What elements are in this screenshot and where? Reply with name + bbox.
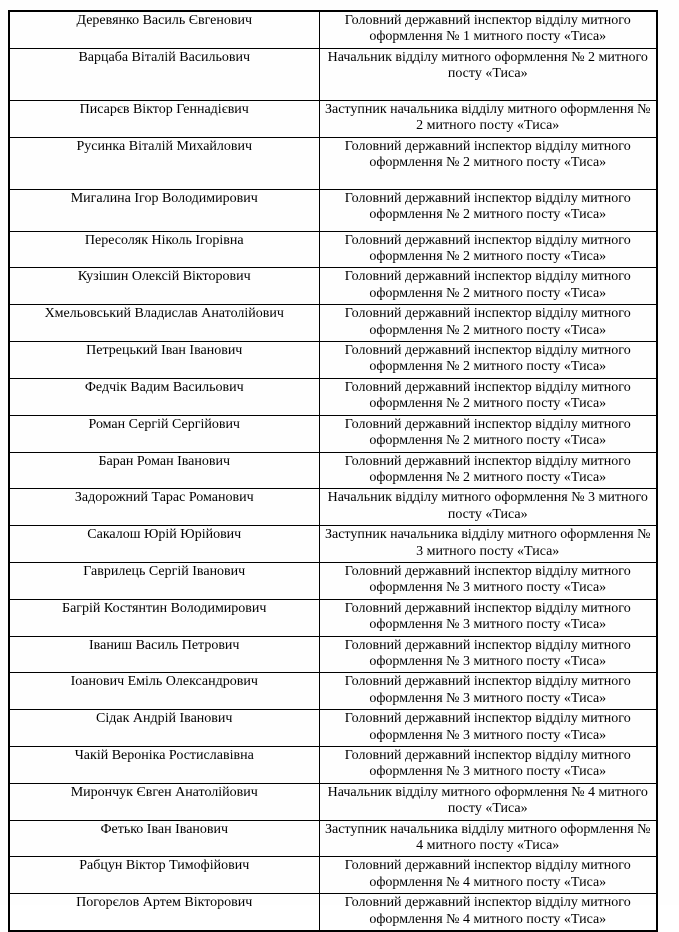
name-cell: Іоанович Еміль Олександрович — [9, 673, 319, 710]
name-cell: Писарєв Віктор Геннадієвич — [9, 100, 319, 137]
position-cell: Головний державний інспектор відділу митного оформлення № 3 митного посту «Тиса» — [319, 562, 657, 599]
table-row — [9, 342, 657, 379]
position-cell: Головний державний інспектор відділу митного оформлення № 2 митного посту «Тиса» — [319, 415, 657, 452]
name-cell: Хмельовський Владислав Анатолійович — [9, 305, 319, 342]
position-cell: Головний державний інспектор відділу митного оформлення № 2 митного посту «Тиса» — [319, 378, 657, 415]
position-cell: Головний державний інспектор відділу митного оформлення № 3 митного посту «Тиса» — [319, 636, 657, 673]
position-cell: Головний державний інспектор відділу митного оформлення № 2 митного посту «Тиса» — [319, 268, 657, 305]
table-row — [9, 452, 657, 489]
position-cell: Начальник відділу митного оформлення № 2 митного посту «Тиса» — [319, 48, 657, 100]
table-row — [9, 562, 657, 599]
position-cell: Заступник начальника відділу митного оформлення № 3 митного посту «Тиса» — [319, 526, 657, 563]
table-row — [9, 48, 657, 100]
position-cell: Начальник відділу митного оформлення № 4 митного посту «Тиса» — [319, 783, 657, 820]
name-cell: Петрецький Іван Іванович — [9, 342, 319, 379]
table-row — [9, 636, 657, 673]
position-cell: Головний державний інспектор відділу митного оформлення № 4 митного посту «Тиса» — [319, 857, 657, 894]
name-cell: Федчік Вадим Васильович — [9, 378, 319, 415]
name-cell: Роман Сергій Сергійович — [9, 415, 319, 452]
name-cell: Сідак Андрій Іванович — [9, 710, 319, 747]
table-row — [9, 526, 657, 563]
table-row — [9, 857, 657, 894]
name-cell: Рабцун Віктор Тимофійович — [9, 857, 319, 894]
name-cell: Русинка Віталій Михайлович — [9, 137, 319, 189]
name-cell: Чакій Вероніка Ростиславівна — [9, 747, 319, 784]
name-cell: Кузішин Олексій Вікторович — [9, 268, 319, 305]
table-row — [9, 231, 657, 268]
table-row — [9, 783, 657, 820]
position-cell: Начальник відділу митного оформлення № 3 митного посту «Тиса» — [319, 489, 657, 526]
position-cell: Головний державний інспектор відділу митного оформлення № 3 митного посту «Тиса» — [319, 710, 657, 747]
position-cell: Головний державний інспектор відділу митного оформлення № 3 митного посту «Тиса» — [319, 673, 657, 710]
table-row — [9, 11, 657, 48]
name-cell: Пересоляк Ніколь Ігорівна — [9, 231, 319, 268]
position-cell: Головний державний інспектор відділу митного оформлення № 3 митного посту «Тиса» — [319, 747, 657, 784]
name-cell: Варцаба Віталій Васильович — [9, 48, 319, 100]
table-body — [9, 11, 657, 931]
position-cell: Головний державний інспектор відділу митного оформлення № 2 митного посту «Тиса» — [319, 305, 657, 342]
table-row — [9, 894, 657, 931]
table-row — [9, 820, 657, 857]
table-row — [9, 747, 657, 784]
table-row — [9, 305, 657, 342]
position-cell: Головний державний інспектор відділу митного оформлення № 3 митного посту «Тиса» — [319, 599, 657, 636]
name-cell: Баран Роман Іванович — [9, 452, 319, 489]
name-cell: Мигалина Ігор Володимирович — [9, 189, 319, 231]
table-row — [9, 673, 657, 710]
position-cell: Головний державний інспектор відділу митного оформлення № 2 митного посту «Тиса» — [319, 342, 657, 379]
position-cell: Головний державний інспектор відділу митного оформлення № 2 митного посту «Тиса» — [319, 137, 657, 189]
table-row — [9, 599, 657, 636]
name-cell: Деревянко Василь Євгенович — [9, 11, 319, 48]
position-cell: Головний державний інспектор відділу митного оформлення № 2 митного посту «Тиса» — [319, 189, 657, 231]
table-row — [9, 378, 657, 415]
name-cell: Погорєлов Артем Вікторович — [9, 894, 319, 931]
position-cell: Заступник начальника відділу митного оформлення № 4 митного посту «Тиса» — [319, 820, 657, 857]
name-cell: Мирончук Євген Анатолійович — [9, 783, 319, 820]
position-cell: Головний державний інспектор відділу митного оформлення № 2 митного посту «Тиса» — [319, 231, 657, 268]
table-row — [9, 137, 657, 189]
table-row — [9, 189, 657, 231]
name-cell: Багрій Костянтин Володимирович — [9, 599, 319, 636]
table-row — [9, 489, 657, 526]
name-cell: Гаврилець Сергій Іванович — [9, 562, 319, 599]
name-cell: Задорожний Тарас Романович — [9, 489, 319, 526]
table-row — [9, 415, 657, 452]
position-cell: Заступник начальника відділу митного оформлення № 2 митного посту «Тиса» — [319, 100, 657, 137]
table-row — [9, 100, 657, 137]
name-cell: Фетько Іван Іванович — [9, 820, 319, 857]
table-row — [9, 710, 657, 747]
position-cell: Головний державний інспектор відділу митного оформлення № 1 митного посту «Тиса» — [319, 11, 657, 48]
name-cell: Іваниш Василь Петрович — [9, 636, 319, 673]
name-cell: Сакалош Юрій Юрійович — [9, 526, 319, 563]
personnel-table — [8, 10, 658, 932]
position-cell: Головний державний інспектор відділу митного оформлення № 4 митного посту «Тиса» — [319, 894, 657, 931]
table-row — [9, 268, 657, 305]
position-cell: Головний державний інспектор відділу митного оформлення № 2 митного посту «Тиса» — [319, 452, 657, 489]
